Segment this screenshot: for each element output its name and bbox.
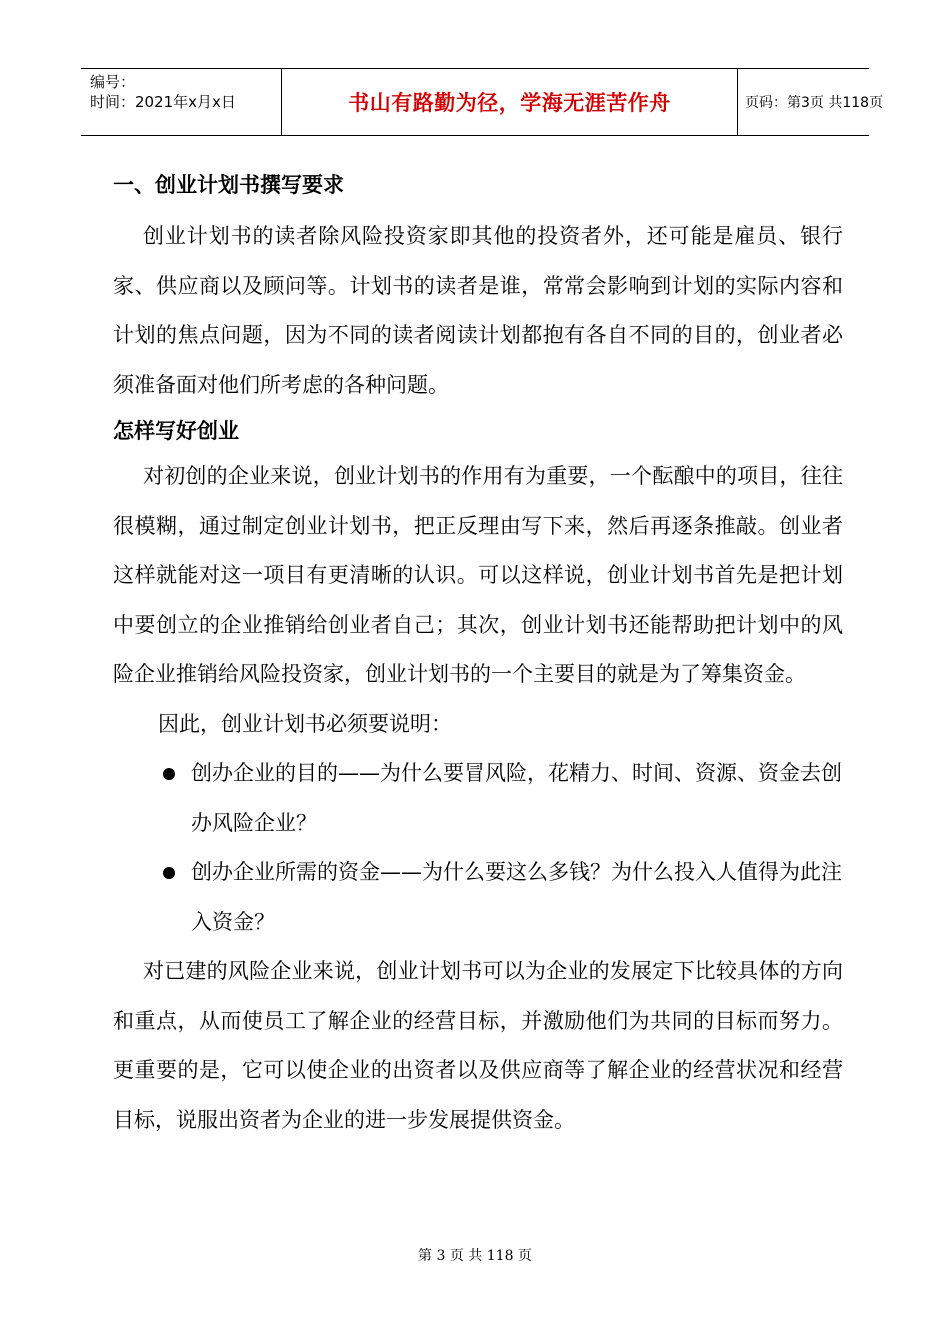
bullet-item xyxy=(113,749,843,848)
bullet-text: 创办企业所需的资金——为什么要这么多钱？为什么投入人值得为此注入资金？ xyxy=(191,860,842,934)
header-page-code: 页码：第3页 共118页 xyxy=(745,95,884,111)
header-meta xyxy=(81,69,281,135)
document-number-label: 编号： xyxy=(90,73,136,91)
header-motto-cell xyxy=(281,69,738,135)
paragraph-4: 对已建的风险企业来说，创业计划书可以为企业的发展定下比较具体的方向和重点，从而使员工了解企业的经营目标，并激励他们为共同的目标而努力。更重要的是，它可以使企业的出资者以及供应商等了解企业的经营状况和经营目标，说服出资者为企业的进一步发展提供资金。 xyxy=(113,959,843,1132)
paragraph-1: 创业计划书的读者除风险投资家即其他的投资者外，还可能是雇员、银行家、供应商以及顾问等。计划书的读者是谁，常常会影响到计划的实际内容和计划的焦点问题，因为不同的读者阅读计划都抱有各自不同的目的，创业者必须准备面对他们所考虑的各种问题。 xyxy=(113,224,843,397)
bullet-dot-icon xyxy=(163,768,175,780)
paragraph-2: 对初创的企业来说，创业计划书的作用有为重要，一个酝酿中的项目，往往很模糊，通过制定创业计划书，把正反理由写下来，然后再逐条推敲。创业者这样就能对这一项目有更清晰的认识。可以这样说，创业计划书首先是把计划中要创立的企业推销给创业者自己；其次，创业计划书还能帮助把计划中的风险企业推销给风险投资家，创业计划书的一个主要目的就是为了筹集资金。 xyxy=(113,464,843,686)
bullet-text: 创办企业的目的——为什么要冒风险，花精力、时间、资源、资金去创办风险企业？ xyxy=(191,761,842,835)
header-page-cell xyxy=(737,69,884,135)
bullet-dot-icon xyxy=(163,867,175,879)
paragraph-3: 因此，创业计划书必须要说明： xyxy=(158,711,452,736)
bullet-item xyxy=(113,848,843,947)
subsection-title: 怎样写好创业 xyxy=(113,419,239,443)
page-header xyxy=(81,68,884,136)
document-body xyxy=(113,164,843,1145)
bullet-list xyxy=(113,749,843,947)
document-date-label: 时间：2021年x月x日 xyxy=(90,93,236,111)
page-footer: 第 3 页 共 118 页 xyxy=(418,1248,532,1264)
header-motto: 书山有路勤为径，学海无涯苦作舟 xyxy=(348,90,671,115)
section-title: 一、创业计划书撰写要求 xyxy=(113,173,344,197)
